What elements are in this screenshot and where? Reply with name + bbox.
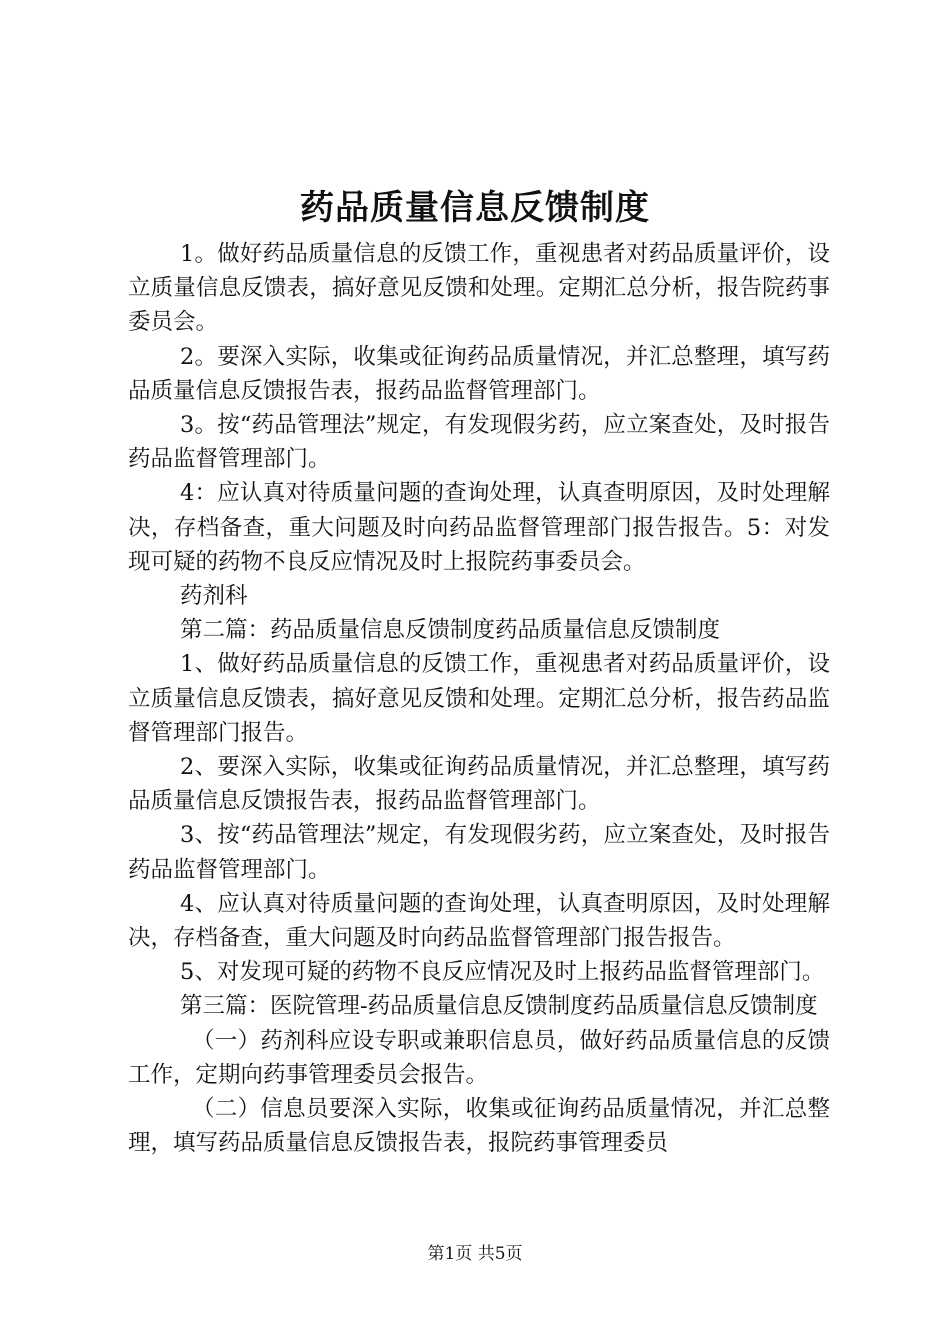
paragraph: （一）药剂科应设专职或兼职信息员，做好药品质量信息的反馈工作，定期向药事管理委员会报告。 [128,1027,830,1088]
section-heading: 第二篇：药品质量信息反馈制度药品质量信息反馈制度 [180,617,721,644]
department-signature: 药剂科 [180,583,248,610]
paragraph: 3、按“药品管理法”规定，有发现假劣药，应立案查处，及时报告药品监督管理部门。 [128,822,830,883]
paragraph: （二）信息员要深入实际，收集或征询药品质量情况，并汇总整理，填写药品质量信息反馈报告表，报院药事管理委员 [128,1096,830,1157]
paragraph: 4：应认真对待质量问题的查询处理，认真查明原因，及时处理解决，存档备查，重大问题及时向药品监督管理部门报告报告。5：对发现可疑的药物不良反应情况及时上报院药事委员会。 [128,480,830,575]
paragraph: 5、对发现可疑的药物不良反应情况及时上报药品监督管理部门。 [180,959,825,986]
paragraph: 2。要深入实际，收集或征询药品质量情况，并汇总整理，填写药品质量信息反馈报告表，报药品监督管理部门。 [128,343,830,404]
paragraph: 2、要深入实际，收集或征询药品质量情况，并汇总整理，填写药品质量信息反馈报告表，报药品监督管理部门。 [128,754,830,815]
page-number-footer: 第1页 共5页 [427,1244,523,1264]
paragraph: 3。按“药品管理法”规定，有发现假劣药，应立案查处，及时报告药品监督管理部门。 [128,412,830,473]
paragraph: 1。做好药品质量信息的反馈工作，重视患者对药品质量评价，设立质量信息反馈表，搞好意见反馈和处理。定期汇总分析，报告院药事委员会。 [128,241,830,336]
document-title: 药品质量信息反馈制度 [300,188,650,228]
document-body [128,237,830,1160]
section-heading: 第三篇：医院管理-药品质量信息反馈制度药品质量信息反馈制度 [180,993,818,1020]
paragraph: 4、应认真对待质量问题的查询处理，认真查明原因，及时处理解决，存档备查，重大问题及时向药品监督管理部门报告报告。 [128,890,830,952]
paragraph: 1、做好药品质量信息的反馈工作，重视患者对药品质量评价，设立质量信息反馈表，搞好意见反馈和处理。定期汇总分析，报告药品监督管理部门报告。 [128,651,830,746]
